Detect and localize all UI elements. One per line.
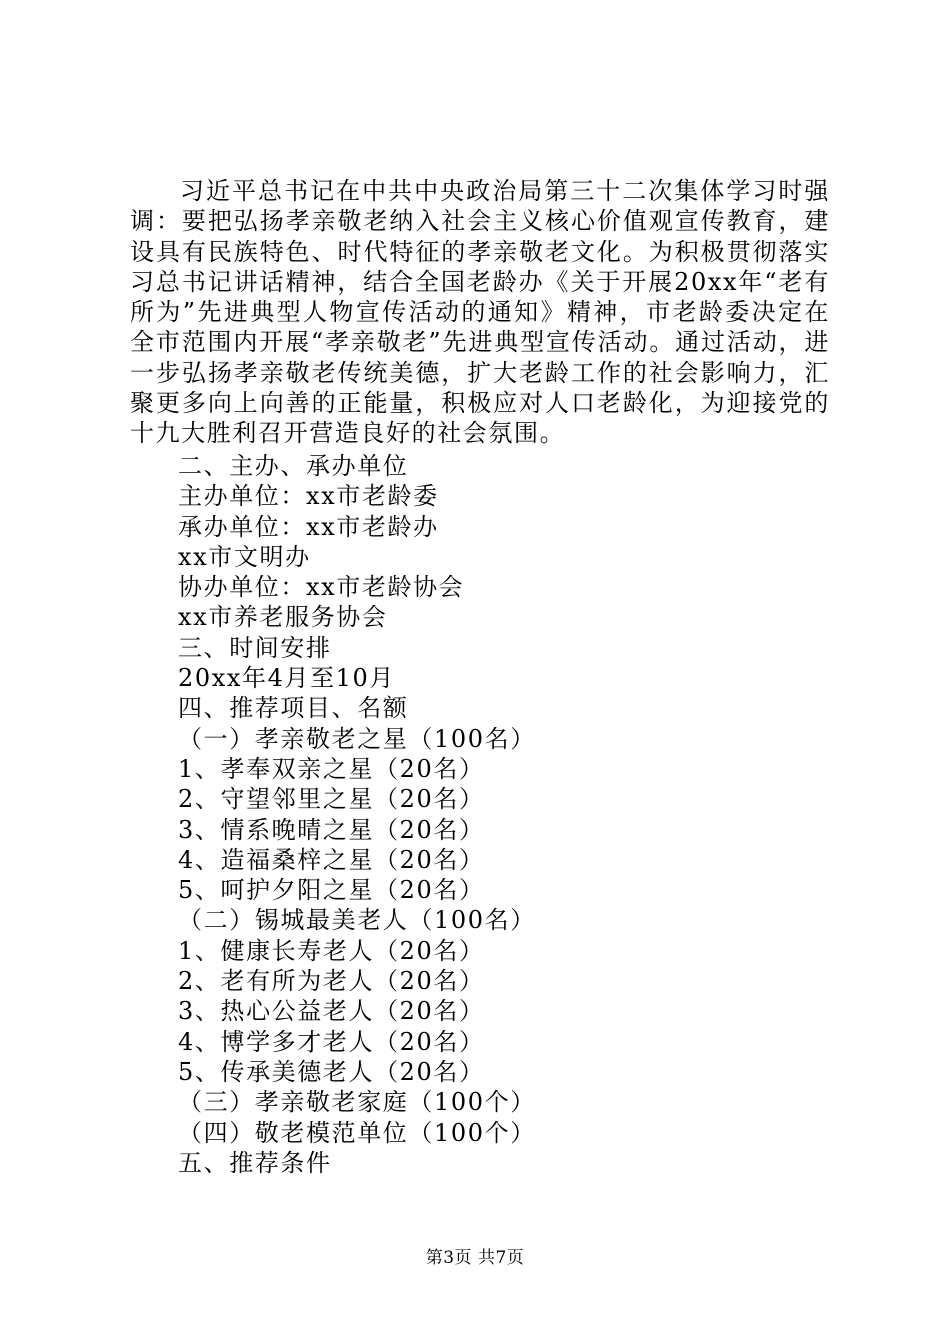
subsection-heading: （四）敬老模范单位（100个） bbox=[178, 1118, 536, 1147]
list-item: 承办单位：xx市老龄办 bbox=[178, 512, 439, 541]
list-item: 2、守望邻里之星（20名） bbox=[178, 785, 485, 814]
intro-paragraph: 习近平总书记在中共中央政治局第三十二次集体学习时强调：要把弘扬孝亲敬老纳入社会主义核心价值观宣传教育，建设具有民族特色、时代特征的孝亲敬老文化。为积极贯彻落实习总书记讲话精神，结合全国老龄办《关于开展20xx年“老有所为”先进典型人物宣传活动的通知》精神，市老龄委决定在全市范围内开展“孝亲敬老”先进典型宣传活动。通过活动，进一步弘扬孝亲敬老传统美德，扩大老龄工作的社会影响力，汇聚更多向上向善的正能量，积极应对人口老龄化，为迎接党的十九大胜利召开营造良好的社会氛围。 bbox=[130, 177, 830, 448]
list-item: 3、热心公益老人（20名） bbox=[178, 997, 485, 1026]
list-item: 20xx年4月至10月 bbox=[178, 664, 396, 693]
list-item: 主办单位：xx市老龄委 bbox=[178, 482, 439, 511]
subsection-heading: （二）锡城最美老人（100名） bbox=[178, 906, 536, 935]
list-item: 协办单位：xx市老龄协会 bbox=[178, 573, 465, 602]
subsection-heading: （三）孝亲敬老家庭（100个） bbox=[178, 1088, 536, 1117]
list-item: 1、健康长寿老人（20名） bbox=[178, 936, 485, 965]
section-heading: 四、推荐项目、名额 bbox=[178, 694, 409, 723]
list-item: 4、造福桑梓之星（20名） bbox=[178, 845, 485, 874]
list-item: 4、博学多才老人（20名） bbox=[178, 1027, 485, 1056]
list-item: 2、老有所为老人（20名） bbox=[178, 967, 485, 996]
list-item: 1、孝奉双亲之星（20名） bbox=[178, 754, 485, 783]
section-heading: 二、主办、承办单位 bbox=[178, 452, 409, 480]
outline-list bbox=[178, 451, 828, 1178]
section-heading: 三、时间安排 bbox=[178, 633, 332, 662]
page-footer: 第3页 共7页 bbox=[425, 1248, 525, 1268]
subsection-heading: （一）孝亲敬老之星（100名） bbox=[178, 724, 536, 753]
section-heading: 五、推荐条件 bbox=[178, 1148, 332, 1177]
list-item: xx市养老服务协会 bbox=[178, 603, 388, 632]
list-item: xx市文明办 bbox=[178, 542, 311, 571]
list-item: 5、呵护夕阳之星（20名） bbox=[178, 876, 485, 905]
list-item: 5、传承美德老人（20名） bbox=[178, 1057, 485, 1086]
list-item: 3、情系晚晴之星（20名） bbox=[178, 815, 485, 844]
